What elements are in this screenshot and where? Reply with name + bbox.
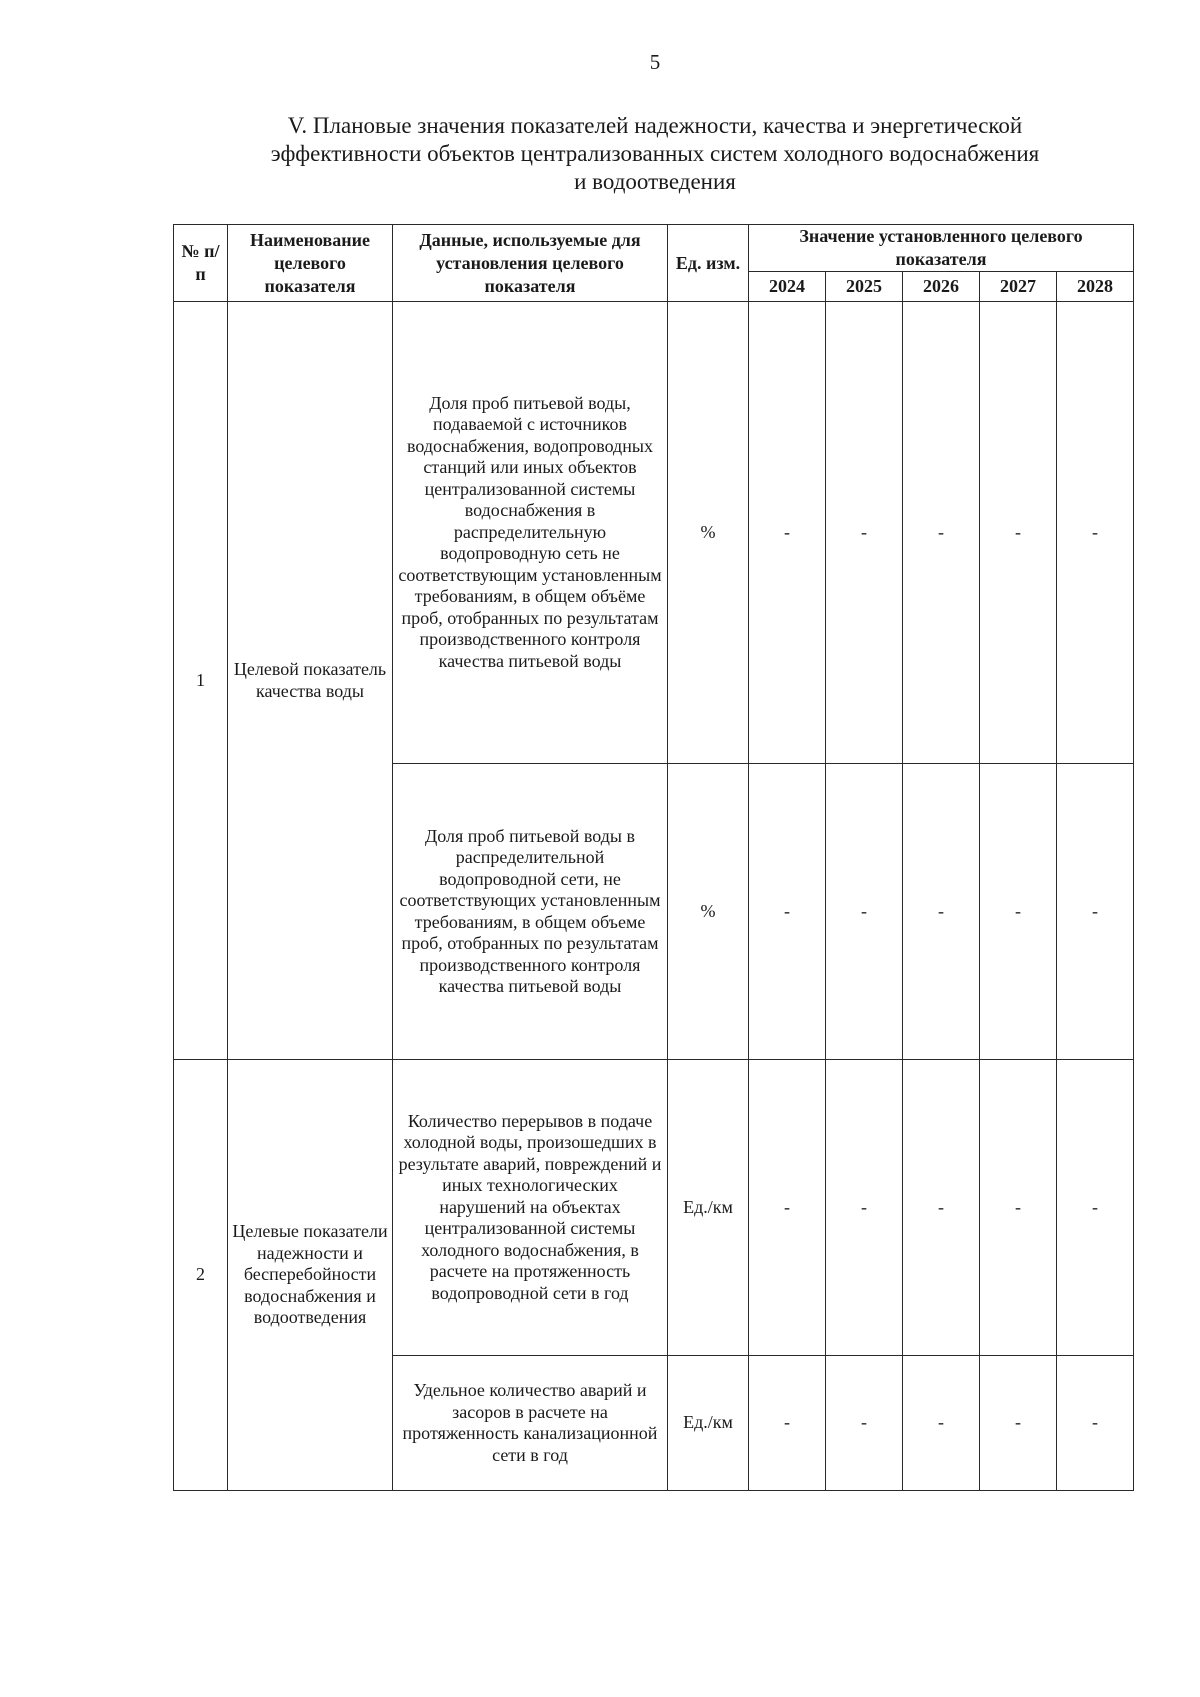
value-cell: - (749, 1060, 826, 1356)
value-cell: - (749, 302, 826, 764)
indicator-data: Доля проб питьевой воды в распределительной водопроводной сети, не соответствующих установленным требованиям, в общем объеме проб, отобранных по результатам производственного контроля качества питьевой воды (393, 764, 668, 1060)
indicator-name: Целевые показатели надежности и бесперебойности водоснабжения и водоотведения (228, 1060, 393, 1491)
header-name: Наименование целевого показателя (228, 225, 393, 302)
value-cell: - (826, 302, 903, 764)
header-year: 2024 (749, 272, 826, 302)
header-year: 2026 (903, 272, 980, 302)
table-row (174, 302, 1134, 764)
row-number: 1 (174, 302, 228, 1060)
value-cell: - (903, 302, 980, 764)
value-cell: - (1057, 764, 1134, 1060)
page-title (200, 112, 1110, 196)
indicator-name: Целевой показатель качества воды (228, 302, 393, 1060)
unit-cell: Ед./км (668, 1060, 749, 1356)
value-cell: - (903, 764, 980, 1060)
value-cell: - (980, 764, 1057, 1060)
indicator-data: Удельное количество аварий и засоров в расчете на протяженность канализационной сети в год (393, 1356, 668, 1491)
value-cell: - (1057, 302, 1134, 764)
value-cell: - (1057, 1060, 1134, 1356)
value-cell: - (749, 764, 826, 1060)
value-cell: - (980, 1356, 1057, 1491)
value-cell: - (749, 1356, 826, 1491)
header-row (174, 225, 1134, 272)
row-number: 2 (174, 1060, 228, 1491)
indicators-table (173, 224, 1134, 1491)
value-cell: - (980, 302, 1057, 764)
unit-cell: Ед./км (668, 1356, 749, 1491)
value-cell: - (826, 764, 903, 1060)
header-unit: Ед. изм. (668, 225, 749, 302)
title-line: V. Плановые значения показателей надежности, качества и энергетической (287, 113, 1023, 138)
unit-cell: % (668, 764, 749, 1060)
value-cell: - (826, 1060, 903, 1356)
header-year: 2028 (1057, 272, 1134, 302)
header-value: Значение установленного целевого показателя (749, 225, 1134, 272)
title-line: эффективности объектов централизованных систем холодного водоснабжения (270, 141, 1040, 166)
indicator-data: Количество перерывов в подаче холодной воды, произошедших в результате аварий, повреждений и иных технологических нарушений на объектах централизованной системы холодного водоснабжения, в расчете на протяженность водопроводной сети в год (393, 1060, 668, 1356)
value-cell: - (826, 1356, 903, 1491)
value-cell: - (1057, 1356, 1134, 1491)
header-num: № п/п (174, 225, 228, 302)
title-line: и водоотведения (574, 169, 736, 194)
header-year: 2027 (980, 272, 1057, 302)
value-cell: - (903, 1060, 980, 1356)
value-cell: - (980, 1060, 1057, 1356)
indicator-data: Доля проб питьевой воды, подаваемой с источников водоснабжения, водопроводных станций или иных объектов централизованной системы водоснабжения в распределительную водопроводную сеть не соответствующим установленным требованиям, в общем объёме проб, отобранных по результатам производственного контроля качества питьевой воды (393, 302, 668, 764)
header-year: 2025 (826, 272, 903, 302)
page-number: 5 (649, 50, 661, 74)
header-data: Данные, используемые для установления целевого показателя (393, 225, 668, 302)
unit-cell: % (668, 302, 749, 764)
table-row (174, 1060, 1134, 1356)
value-cell: - (903, 1356, 980, 1491)
